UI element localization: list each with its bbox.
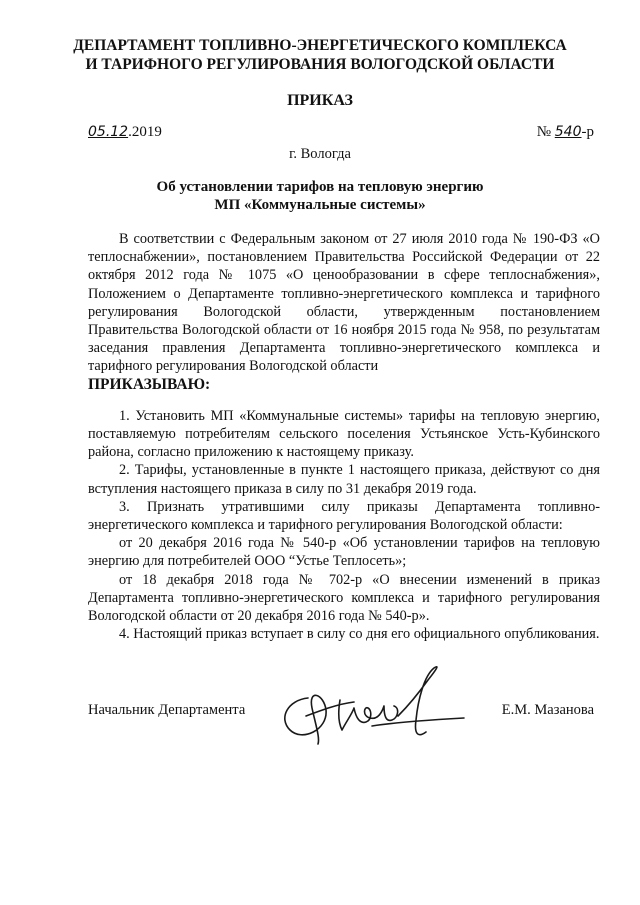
item-1-paragraph: 1. Установить МП «Коммунальные системы» тарифы на тепловую энергию, поставляемую потребителям сельского поселения Устьянское Усть-Кубинского района, согласно приложению к настоящему приказу. <box>88 407 600 461</box>
signatory-position: Начальник Департамента <box>88 702 246 718</box>
item-2-paragraph: 2. Тарифы, установленные в пункте 1 настоящего приказа, действуют со дня вступления настоящего приказа в силу по 31 декабря 2019 года. <box>88 462 600 497</box>
department-header <box>60 36 580 74</box>
order-body <box>88 230 600 643</box>
document-type-title: ПРИКАЗ <box>287 92 353 109</box>
department-name-line-1: ДЕПАРТАМЕНТ ТОПЛИВНО-ЭНЕРГЕТИЧЕСКОГО КОМПЛЕКСА <box>73 37 567 54</box>
signatory-name: Е.М. Мазанова <box>501 702 594 718</box>
date-year: .2019 <box>128 124 162 140</box>
department-name-line-2: И ТАРИФНОГО РЕГУЛИРОВАНИЯ ВОЛОГОДСКОЙ ОБЛАСТИ <box>85 56 555 73</box>
number-sign: № <box>536 124 552 140</box>
handwritten-date: 05.12 <box>88 124 129 140</box>
handwritten-signature <box>268 660 468 750</box>
preamble-paragraph: В соответствии с Федеральным законом от 27 июля 2010 года № 190-ФЗ «О теплоснабжении», постановлением Правительства Российской Федерации от 22 октября 2012 года № 1075 «О ценообразовании в сфере теплоснабжения», Положением о Департаменте топливно-энергетического комплекса и тарифного регулирования Вологодской области, утвержденным постановлением Правительства Вологодской области от 16 ноября 2015 года № 958, по результатам заседания правления Департамента топливно-энергетического комплекса и тарифного регулирования Вологодской области <box>88 231 600 375</box>
order-number <box>537 124 594 141</box>
order-subject <box>90 178 550 214</box>
item-3-subitem-1: от 20 декабря 2016 года № 540-р «Об установлении тарифов на тепловую энергию для потребителей ООО “Устье Теплосеть»; <box>88 535 600 570</box>
city-name: г. Вологда <box>289 146 351 162</box>
handwritten-number: 540 <box>554 124 582 140</box>
order-date <box>88 124 162 141</box>
subject-line-2: МП «Коммунальные системы» <box>214 197 426 213</box>
subject-line-1: Об установлении тарифов на тепловую энергию <box>156 179 484 195</box>
item-3-paragraph: 3. Признать утратившими силу приказы Департамента топливно-энергетического комплекса и тарифного регулирования Вологодской области: <box>88 498 600 534</box>
order-directive: ПРИКАЗЫВАЮ: <box>88 375 211 393</box>
item-4-paragraph: 4. Настоящий приказ вступает в силу со дня его официального опубликования. <box>119 626 600 643</box>
item-3-subitem-2: от 18 декабря 2018 года № 702-р «О внесении изменений в приказ Департамента топливно-энергетического комплекса и тарифного регулирования Вологодской области от 20 декабря 2016 года № 540-р». <box>88 571 600 625</box>
number-suffix: -р <box>581 124 594 140</box>
